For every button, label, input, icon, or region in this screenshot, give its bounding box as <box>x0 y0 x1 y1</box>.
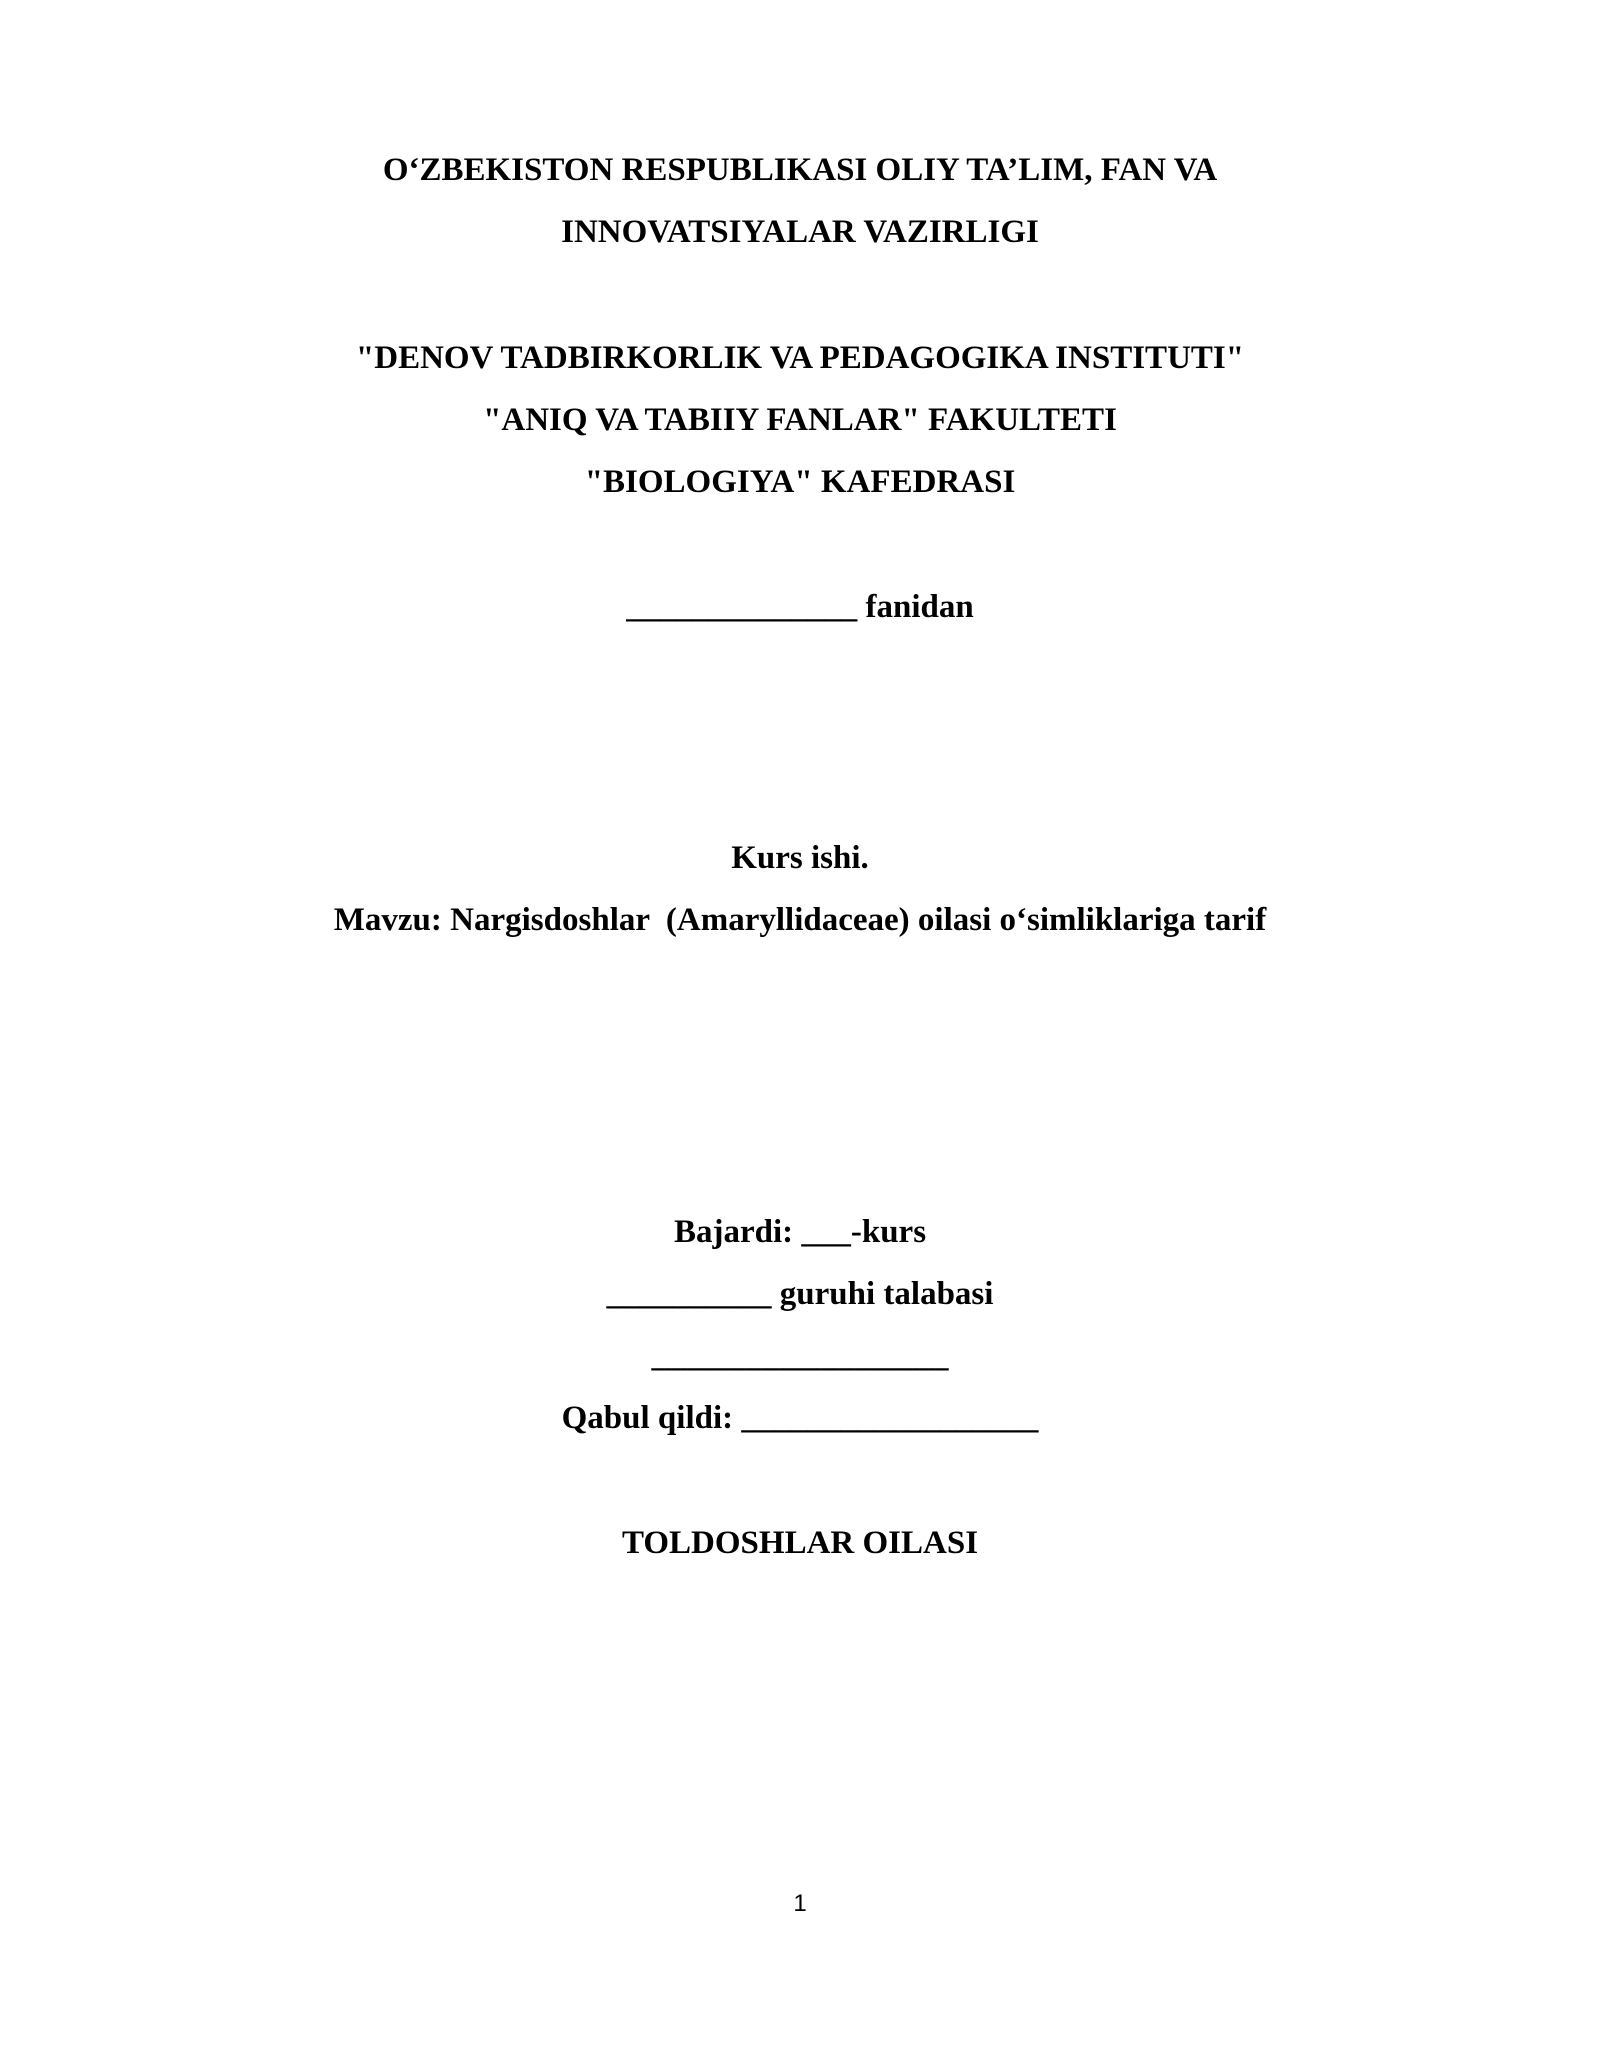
performed-by-line: Bajardi: ___-kurs <box>673 1214 927 1250</box>
work-type: Kurs ishi. <box>731 840 869 876</box>
ministry-title-line-2: INNOVATSIYALAR VAZIRLIGI <box>561 214 1039 250</box>
ministry-title-line-1: O‘ZBEKISTON RESPUBLIKASI OLIY TA’LIM, FAN VA <box>382 152 1218 188</box>
page-number: 1 <box>793 1890 807 1917</box>
department-name: "BIOLOGIYA" KAFEDRASI <box>584 464 1016 500</box>
topic-line: Mavzu: Nargisdoshlar (Amaryllidaceae) oilasi o‘simliklariga tarif <box>333 902 1267 938</box>
student-name-blank: __________________ <box>651 1338 949 1374</box>
accepted-by-line: Qabul qildi: __________________ <box>561 1400 1039 1436</box>
subject-line: ______________ fanidan <box>626 589 974 625</box>
group-line: __________ guruhi talabasi <box>606 1276 994 1312</box>
faculty-name: "ANIQ VA TABIIY FANLAR" FAKULTETI <box>483 402 1117 438</box>
institute-name: "DENOV TADBIRKORLIK VA PEDAGOGIKA INSTITUTI" <box>355 340 1245 376</box>
footer-title: TOLDOSHLAR OILASI <box>621 1525 979 1561</box>
